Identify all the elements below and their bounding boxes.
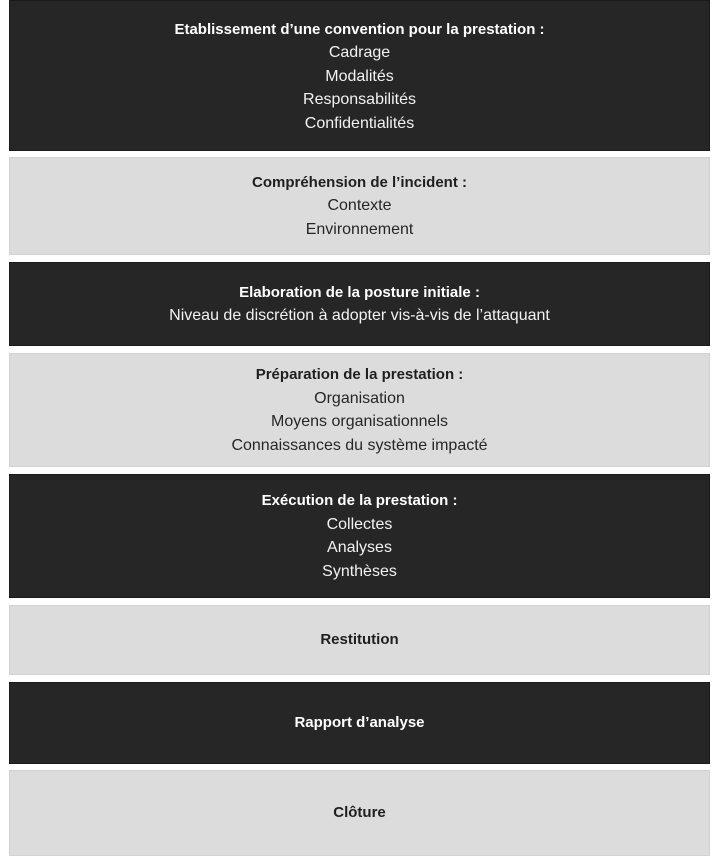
step-item: Cadrage [328, 44, 391, 62]
step-execution [9, 474, 710, 598]
step-restitution [9, 605, 710, 675]
step-item: Organisation [314, 389, 405, 407]
step-item: Connaissances du système impacté [231, 436, 488, 454]
step-title: Exécution de la prestation : [261, 492, 458, 509]
step-title: Elaboration de la posture initiale : [239, 283, 480, 301]
step-item: Contexte [327, 197, 392, 215]
step-rapport-analyse [9, 682, 710, 764]
step-item: Environnement [305, 220, 414, 238]
step-title: Préparation de la prestation : [255, 366, 464, 383]
step-item: Analyses [327, 539, 392, 556]
step-convention [9, 0, 710, 151]
step-item: Moyens organisationnels [271, 413, 448, 430]
step-item: Collectes [326, 515, 393, 533]
step-title: Rapport d’analyse [294, 714, 425, 732]
step-item: Confidentialités [304, 114, 415, 132]
step-cloture [9, 770, 710, 856]
step-item: Synthèses [322, 562, 397, 580]
step-title: Restitution [320, 631, 399, 649]
step-posture-initiale [9, 262, 710, 346]
step-title: Etablissement d’une convention pour la prestation : [174, 20, 545, 38]
step-comprehension-incident [9, 157, 710, 255]
step-title: Clôture [333, 804, 386, 822]
step-title: Compréhension de l’incident : [251, 173, 468, 191]
step-item: Responsabilités [303, 91, 416, 109]
step-item: Niveau de discrétion à adopter vis-à-vis de l’attaquant [169, 307, 550, 324]
step-preparation [9, 353, 710, 467]
step-item: Modalités [325, 67, 394, 85]
